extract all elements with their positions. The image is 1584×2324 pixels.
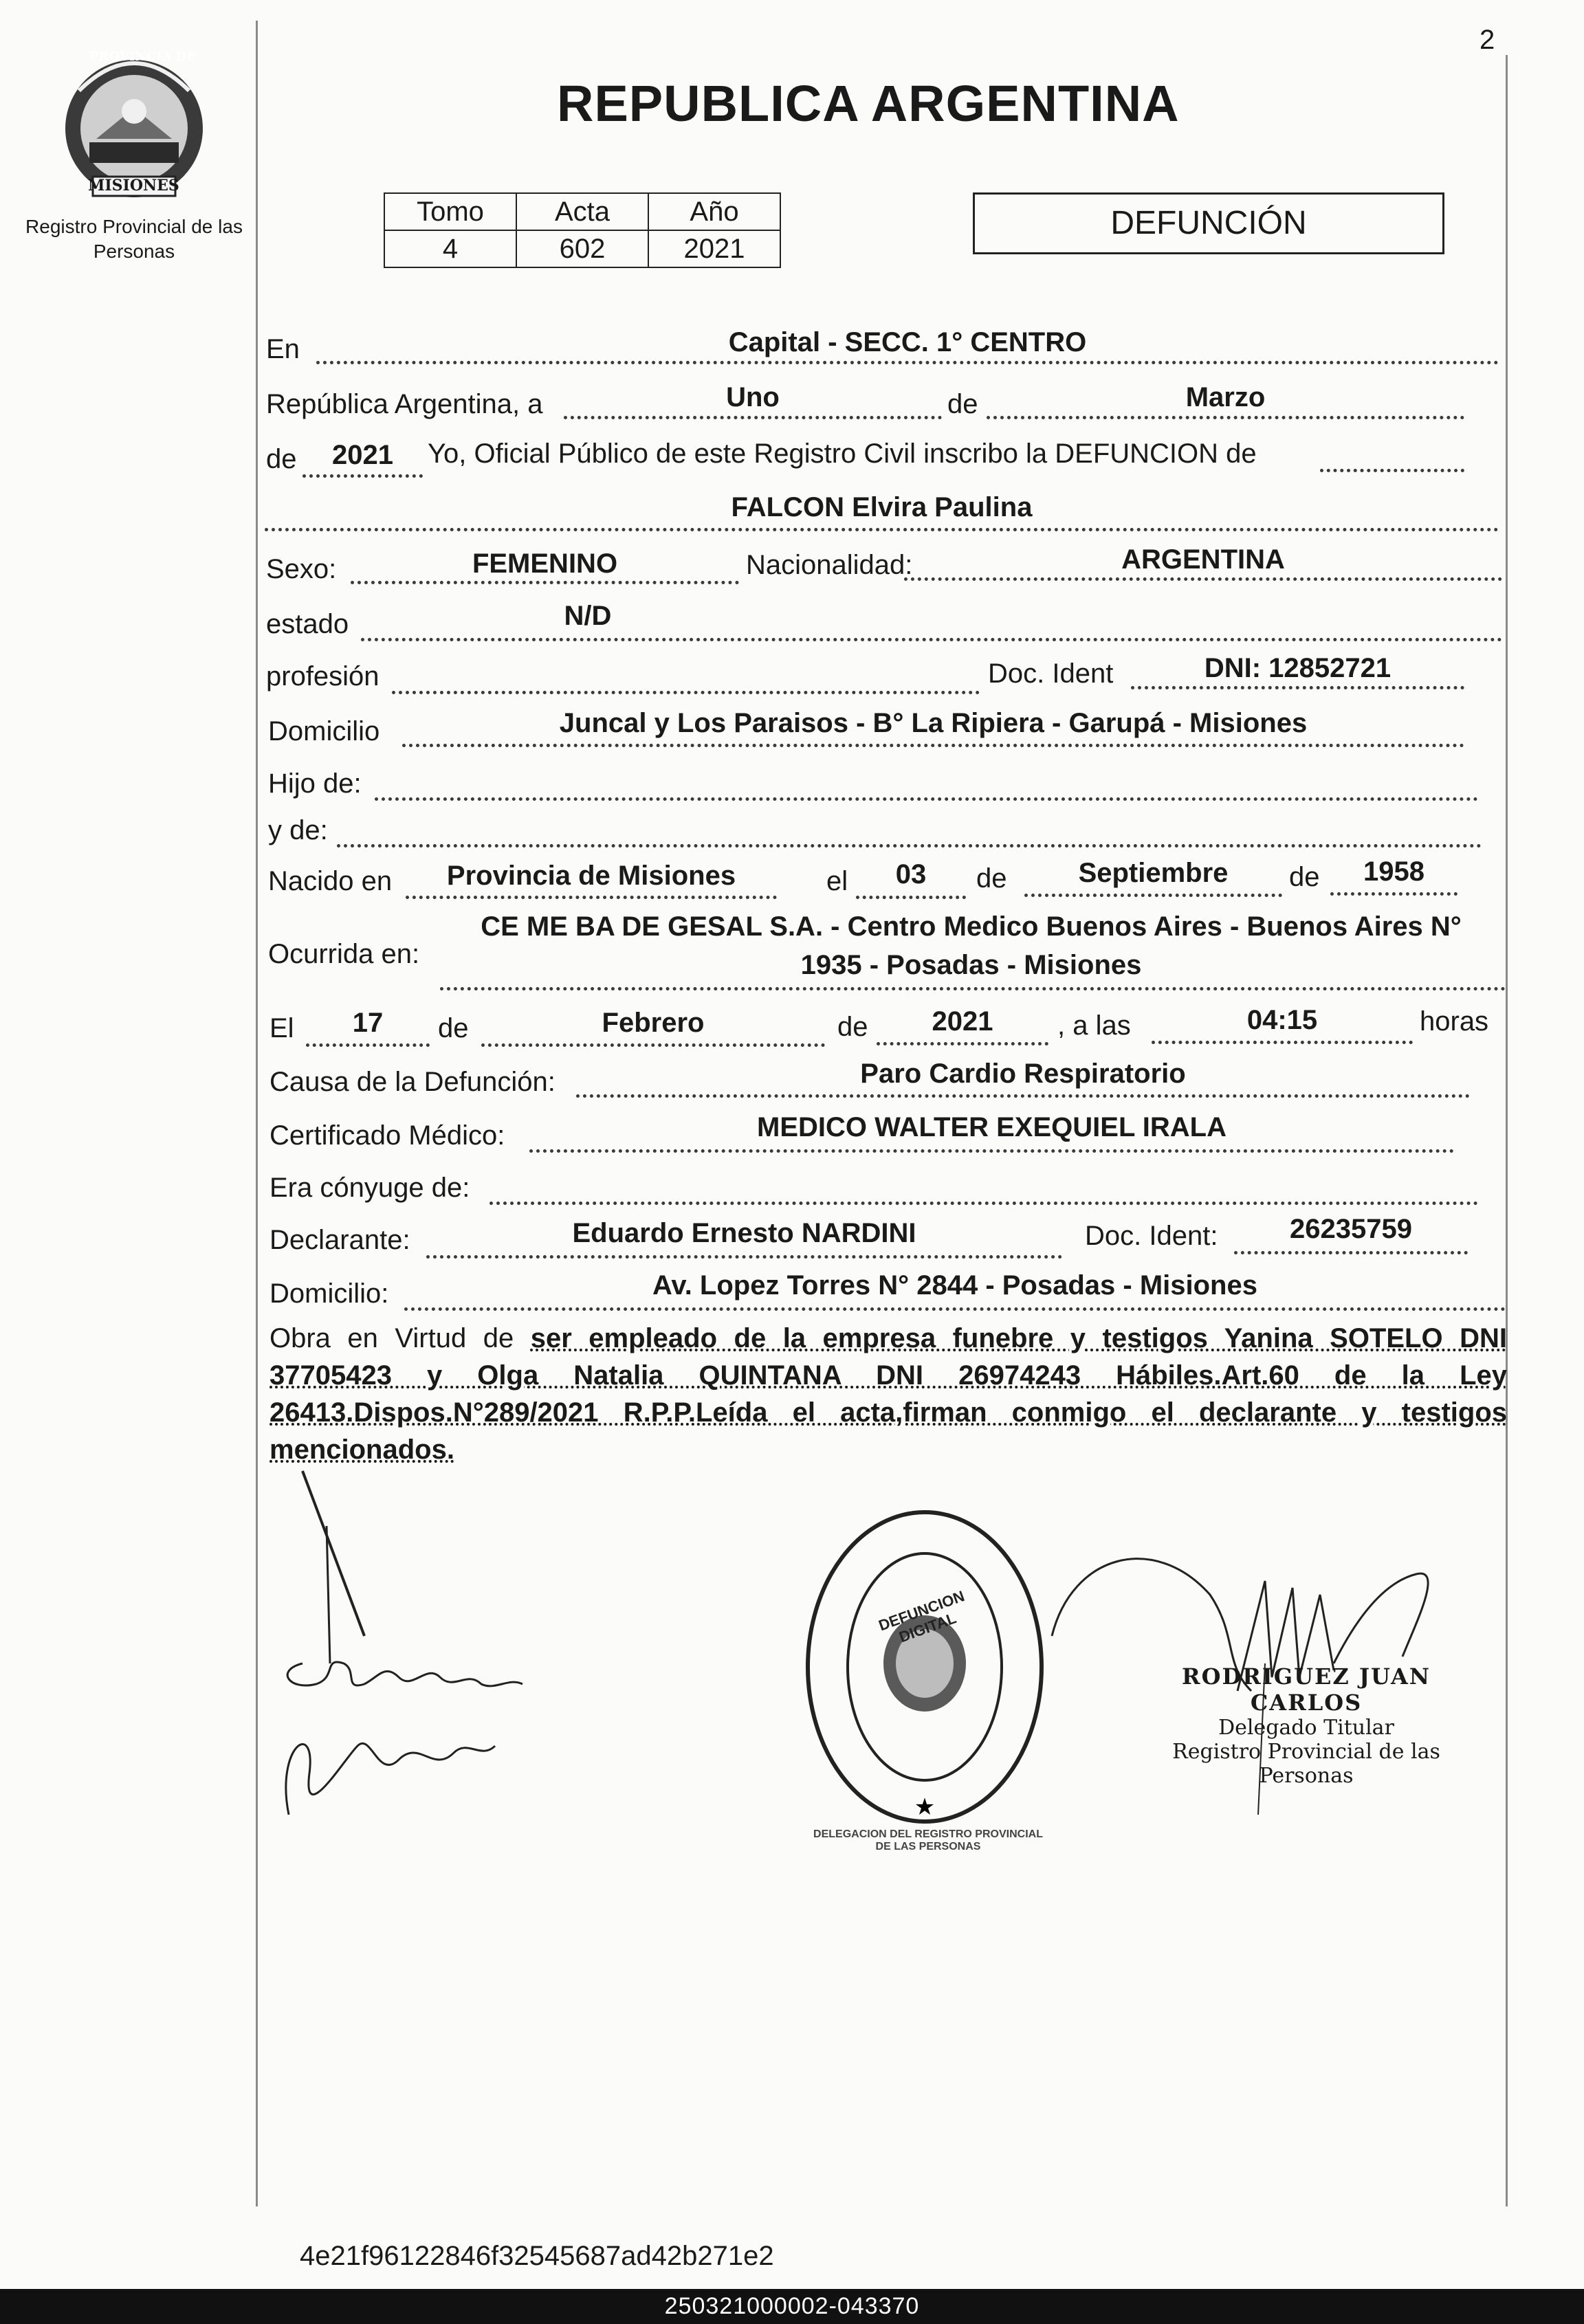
- dotted-line: [1234, 1251, 1468, 1254]
- label-horas: horas: [1420, 1006, 1489, 1037]
- label-de-nac-anio: de: [1289, 862, 1320, 892]
- right-margin-line: [1506, 55, 1508, 2206]
- dotted-line: [564, 416, 942, 419]
- dotted-line: [877, 1042, 1048, 1045]
- value-obra-text: ser empleado de la empresa funebre y testigos Yanina SOTELO DNI 37705423 y Olga Natalia QUINTANA DNI 26974243 Hábiles.Art.60 de la Ley 26413.Dispos.N°289/2021 R.P.P.Leída el acta,firman conmigo el declarante y testigos mencionados.: [270, 1323, 1507, 1465]
- label-de-def-mes: de: [438, 1013, 469, 1043]
- label-de: de: [947, 389, 978, 419]
- dotted-line: [265, 528, 1499, 531]
- value-def-mes: Febrero: [602, 1008, 705, 1038]
- tomo-header: Tomo: [384, 193, 516, 230]
- label-sexo: Sexo:: [266, 554, 337, 584]
- emblem-text-top: PROVINCIA DE: [89, 49, 197, 64]
- label-el2: El: [270, 1013, 294, 1043]
- page-number: 2: [1480, 25, 1495, 55]
- dotted-line: [529, 1149, 1454, 1153]
- dotted-line: [904, 577, 1502, 581]
- value-def-hora: 04:15: [1246, 1005, 1318, 1035]
- signatory-name: RODRIGUEZ JUAN CARLOS: [1181, 1663, 1431, 1716]
- dotted-line: [1330, 892, 1458, 896]
- left-margin-line: [256, 21, 258, 2206]
- dotted-line: [351, 581, 739, 584]
- dotted-line: [1131, 686, 1464, 689]
- value-anio: 2021: [332, 440, 393, 470]
- value-nac-mes: Septiembre: [1078, 858, 1229, 888]
- dotted-line: [1320, 469, 1464, 472]
- value-ocurrida-1: CE ME BA DE GESAL S.A. - Centro Medico Buenos Aires - Buenos Aires N°: [481, 911, 1462, 942]
- seal-outer-text: DELEGACION DEL REGISTRO PROVINCIAL DE LAS PERSONAS: [813, 1828, 1043, 1852]
- dotted-line: [392, 691, 980, 694]
- value-causa: Paro Cardio Respiratorio: [860, 1059, 1186, 1089]
- value-lugar: Capital - SECC. 1° CENTRO: [728, 327, 1087, 357]
- label-estado: estado: [266, 609, 349, 639]
- value-declarante-doc: 26235759: [1290, 1214, 1412, 1244]
- label-conyuge: Era cónyuge de:: [270, 1173, 470, 1203]
- value-nacido-en: Provincia de Misiones: [446, 861, 736, 891]
- dotted-line: [426, 1255, 1062, 1259]
- record-type-box: DEFUNCIÓN: [973, 192, 1444, 254]
- acta-value: 602: [516, 230, 648, 267]
- label-doc-ident: Doc. Ident: [988, 659, 1114, 689]
- value-dia: Uno: [726, 382, 780, 412]
- label-certificado: Certificado Médico:: [270, 1120, 505, 1151]
- signatory-office: Registro Provincial de las Personas: [1172, 1740, 1440, 1788]
- value-nacionalidad: ARGENTINA: [1121, 544, 1285, 575]
- document-hash: 4e21f96122846f32545687ad42b271e2: [300, 2241, 774, 2271]
- registry-label: Registro Provincial de las Personas: [25, 216, 243, 262]
- anio-header: Año: [648, 193, 780, 230]
- record-table: [384, 192, 781, 268]
- dotted-line: [404, 1307, 1506, 1311]
- official-seal-icon: [801, 1505, 1048, 1828]
- svg-text:★: ★: [914, 1793, 936, 1821]
- seal-inner-text: DEFUNCION DIGITAL: [876, 1587, 967, 1646]
- dotted-line: [375, 797, 1478, 801]
- label-causa: Causa de la Defunción:: [270, 1067, 556, 1097]
- dotted-line: [316, 361, 1499, 364]
- value-nombre: FALCON Elvira Paulina: [731, 492, 1033, 522]
- value-ocurrida-2: 1935 - Posadas - Misiones: [800, 950, 1142, 980]
- dotted-line: [1152, 1041, 1413, 1044]
- dotted-line: [440, 987, 1506, 991]
- value-declarante: Eduardo Ernesto NARDINI: [572, 1218, 916, 1248]
- obra-paragraph: [270, 1320, 1507, 1468]
- label-ocurrida-en: Ocurrida en:: [268, 939, 420, 969]
- label-el: el: [826, 866, 848, 896]
- witness-signature-icon: [261, 1457, 550, 1842]
- page-title: REPUBLICA ARGENTINA: [557, 75, 1180, 132]
- label-nacido-en: Nacido en: [268, 866, 393, 896]
- value-sexo: FEMENINO: [472, 549, 618, 579]
- dotted-line: [490, 1202, 1478, 1205]
- label-y-de: y de:: [268, 815, 328, 845]
- label-de-def-anio: de: [837, 1012, 868, 1042]
- dotted-line: [856, 896, 966, 899]
- label-oficial-text: Yo, Oficial Público de este Registro Civil inscribo la DEFUNCION de: [428, 439, 1257, 469]
- value-estado: N/D: [564, 601, 612, 631]
- label-domicilio: Domicilio: [268, 716, 380, 746]
- label-profesion: profesión: [266, 661, 380, 691]
- value-def-dia: 17: [352, 1008, 384, 1038]
- dotted-line: [576, 1094, 1470, 1098]
- label-doc-ident2: Doc. Ident:: [1085, 1221, 1218, 1251]
- label-de2: de: [266, 444, 297, 474]
- value-doc-ident: DNI: 12852721: [1204, 653, 1392, 683]
- dotted-line: [1024, 894, 1282, 897]
- dotted-line: [337, 844, 1482, 848]
- value-mes: Marzo: [1185, 382, 1266, 412]
- label-obra: Obra en Virtud de: [270, 1323, 514, 1353]
- dotted-line: [302, 474, 423, 478]
- label-domicilio2: Domicilio:: [270, 1279, 389, 1309]
- tomo-value: 4: [384, 230, 516, 267]
- label-declarante: Declarante:: [270, 1225, 410, 1255]
- label-hijo-de: Hijo de:: [268, 768, 362, 799]
- emblem-text-bottom: MISIONES: [88, 177, 179, 195]
- label-en: En: [266, 334, 300, 364]
- anio-value: 2021: [648, 230, 780, 267]
- label-nacionalidad: Nacionalidad:: [746, 550, 913, 580]
- dotted-line: [481, 1043, 825, 1047]
- dotted-line: [361, 638, 1502, 641]
- acta-header: Acta: [516, 193, 648, 230]
- dotted-line: [987, 416, 1464, 419]
- label-republica: República Argentina, a: [266, 389, 543, 419]
- label-a-las: , a las: [1057, 1010, 1131, 1041]
- value-certificado: MEDICO WALTER EXEQUIEL IRALA: [757, 1112, 1226, 1142]
- barcode-text: 250321000002-043370: [0, 2289, 1584, 2324]
- dotted-line: [306, 1043, 430, 1047]
- value-declarante-domicilio: Av. Lopez Torres N° 2844 - Posadas - Misiones: [652, 1270, 1257, 1301]
- dotted-line: [402, 744, 1464, 747]
- signatory-role: Delegado Titular: [1218, 1716, 1394, 1740]
- label-de-nac-mes: de: [976, 863, 1007, 894]
- value-nac-dia: 03: [895, 859, 927, 889]
- value-def-anio: 2021: [932, 1006, 993, 1037]
- dotted-line: [406, 896, 777, 899]
- value-nac-anio: 1958: [1363, 856, 1424, 887]
- value-domicilio: Juncal y Los Paraisos - B° La Ripiera - Garupá - Misiones: [559, 708, 1308, 738]
- signatory-block: [1128, 1663, 1485, 1788]
